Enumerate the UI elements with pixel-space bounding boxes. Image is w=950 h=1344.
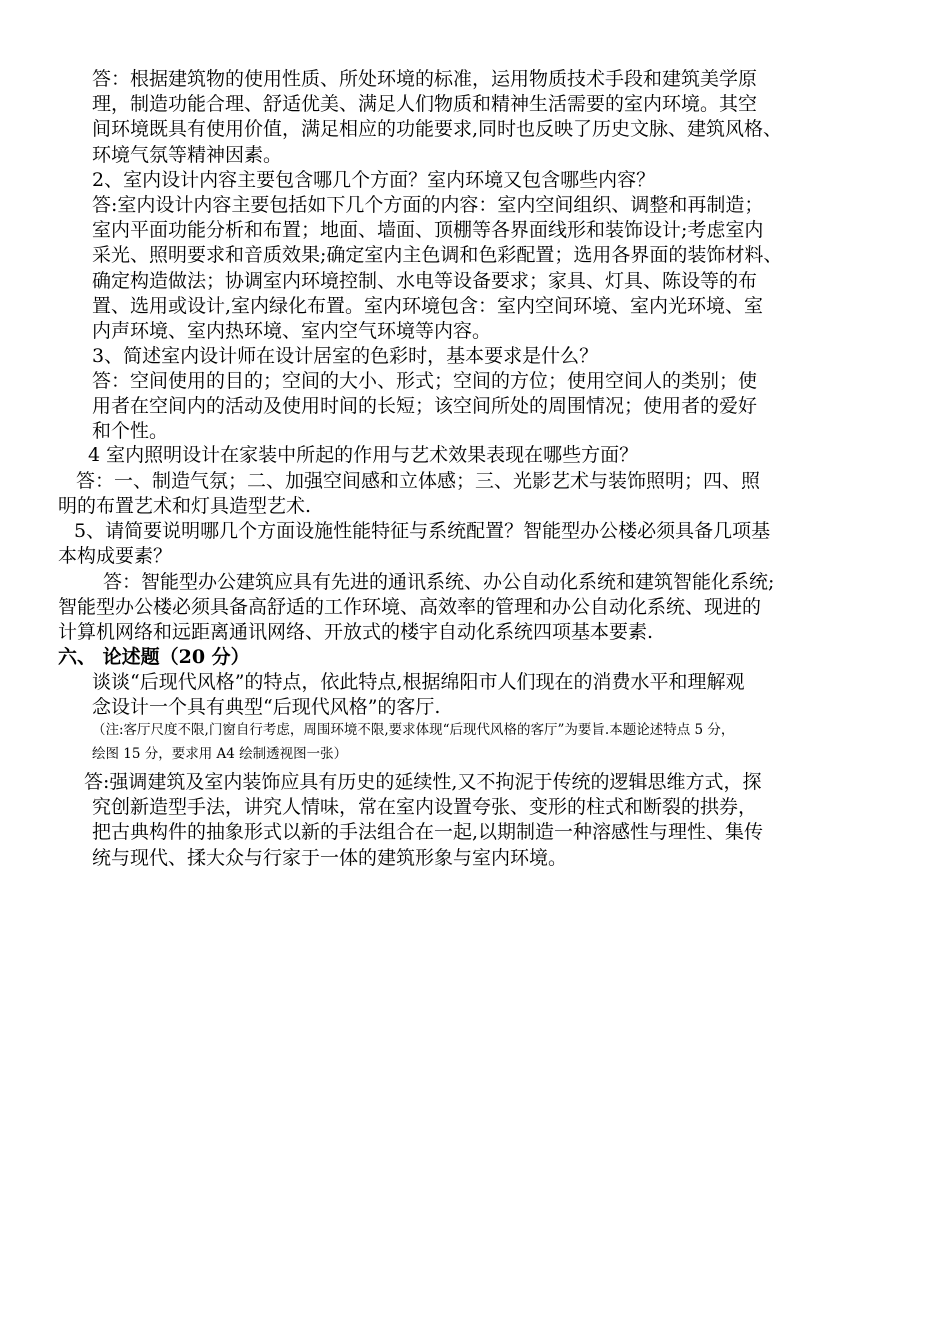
- text-line: 内声环境、室内热环境、室内空气环境等内容。: [92, 320, 492, 343]
- text-line: 答：一、制造气氛；二、加强空间感和立体感；三、光影艺术与装饰照明；四、照: [76, 470, 761, 492]
- text-line: 环境气氛等精神因素。: [92, 143, 283, 166]
- text-line: 理，制造功能合理、舒适优美、满足人们物质和精神生活需要的室内环境。其空: [92, 93, 758, 116]
- text-line: 5、请简要说明哪几个方面设施性能特征与系统配置？智能型办公楼必须具备几项基: [74, 520, 771, 542]
- text-line: 智能型办公楼必须具备高舒适的工作环境、高效率的管理和办公自动化系统、现进的: [58, 596, 762, 619]
- text-line: 统与现代、揉大众与行家于一体的建筑形象与室内环境。: [92, 846, 568, 869]
- text-line: 绘图 15 分，要求用 A4 绘制透视图一张）: [92, 746, 348, 762]
- answer-3: [92, 369, 892, 445]
- text-line: 计算机网络和远距离通讯网络、开放式的楼宇自动化系统四项基本要素.: [58, 621, 654, 644]
- text-line: 究创新造型手法，讲究人情味，常在室内设置夸张、变形的柱式和断裂的拱券，: [92, 796, 758, 819]
- question-5: [58, 519, 898, 569]
- question-3: [92, 344, 892, 369]
- text-line: 室内平面功能分析和布置；地面、墙面、顶棚等各界面线形和装饰设计;考虑室内: [92, 219, 764, 242]
- answer-5: [58, 570, 898, 646]
- text-line: 确定构造做法；协调室内环境控制、水电等设备要求；家具、灯具、陈设等的布: [92, 269, 758, 292]
- text-line: 本构成要素？: [58, 545, 173, 568]
- text-line: 念设计一个具有典型“后现代风格”的客厅.: [92, 696, 441, 719]
- answer-1: [92, 67, 892, 168]
- essay-answer: [84, 770, 894, 871]
- text-line: 置、选用或设计,室内绿化布置。室内环境包含：室内空间环境、室内光环境、室: [92, 294, 764, 317]
- answer-4: [58, 469, 898, 519]
- essay-note: [92, 718, 902, 766]
- question-2: [92, 168, 892, 193]
- text-line: 答:室内设计内容主要包括如下几个方面的内容：室内空间组织、调整和再制造；: [92, 194, 764, 216]
- text-line: 答：智能型办公建筑应具有先进的通讯系统、办公自动化系统和建筑智能化系统;: [103, 571, 775, 593]
- text-line: 用者在空间内的活动及使用时间的长短；该空间所处的周围情况；使用者的爱好: [92, 395, 758, 418]
- answer-2: [92, 193, 892, 344]
- text-line: 采光、照明要求和音质效果;确定室内主色调和色彩配置；选用各界面的装饰材料、: [92, 244, 783, 267]
- text-line: （注:客厅尺度不限,门窗自行考虑，周围环境不限,要求体现“后现代风格的客厅”为要旨.本题论述特点 5 分，: [92, 722, 735, 738]
- section-heading: [58, 645, 458, 670]
- text-line: 答:强调建筑及室内装饰应具有历史的延续性,又不拘泥于传统的逻辑思维方式，探: [84, 771, 762, 793]
- text-line: 明的布置艺术和灯具造型艺术.: [58, 495, 312, 518]
- text-line: 和个性。: [92, 420, 169, 443]
- text-line: 2、室内设计内容主要包含哪几个方面？室内环境又包含哪些内容？: [92, 169, 656, 191]
- essay-question: [92, 670, 892, 720]
- text-line: 3、简述室内设计师在设计居室的色彩时，基本要求是什么？: [92, 345, 599, 367]
- text-line: 间环境既具有使用价值，满足相应的功能要求,同时也反映了历史文脉、建筑风格、: [92, 118, 783, 141]
- text-line: 答：空间使用的目的；空间的大小、形式；空间的方位；使用空间人的类别；使: [92, 370, 758, 392]
- text-line: 谈谈“后现代风格”的特点，依此特点,根据绵阳市人们现在的消费水平和理解观: [92, 671, 745, 693]
- text-line: 把古典构件的抽象形式以新的手法组合在一起,以期制造一种溶感性与理性、集传: [92, 821, 764, 844]
- question-4: [88, 443, 898, 468]
- text-line: 4 室内照明设计在家装中所起的作用与艺术效果表现在哪些方面？: [88, 444, 639, 466]
- heading-text: 六、 论述题（20 分）: [58, 646, 250, 668]
- text-line: 答：根据建筑物的使用性质、所处环境的标准，运用物质技术手段和建筑美学原: [92, 68, 758, 90]
